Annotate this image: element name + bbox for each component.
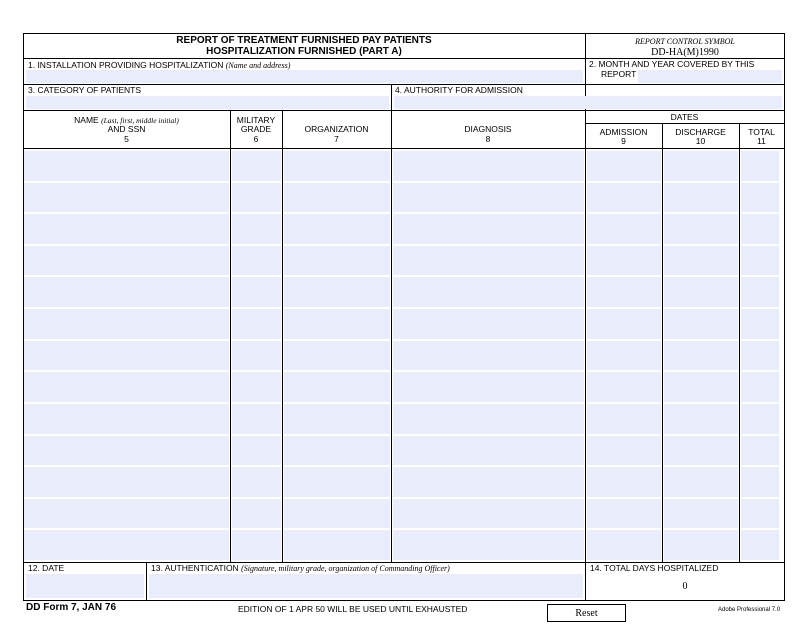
report-control-symbol: DD-HA(M)1990	[651, 47, 719, 58]
software-note: Adobe Professional 7.0	[718, 607, 781, 613]
discharge-date-cell-input[interactable]	[664, 341, 738, 371]
total-days-cell-input[interactable]	[741, 246, 779, 276]
admission-date-cell-input[interactable]	[587, 467, 661, 497]
military-grade-cell-input[interactable]	[232, 183, 281, 213]
discharge-date-cell-input[interactable]	[664, 404, 738, 434]
organization-cell-input[interactable]	[284, 372, 390, 402]
total-days-cell-input[interactable]	[741, 277, 779, 307]
col-total-number: 11	[757, 136, 766, 146]
admission-date-cell-input[interactable]	[587, 277, 661, 307]
organization-cell-input[interactable]	[284, 246, 390, 276]
total-days-cell-input[interactable]	[741, 341, 779, 371]
military-grade-cell-input[interactable]	[232, 436, 281, 466]
military-grade-cell-input[interactable]	[232, 214, 281, 244]
col-grade-number: 6	[253, 134, 259, 144]
col-admission-header: ADMISSION	[599, 127, 648, 137]
discharge-date-cell-input[interactable]	[664, 214, 738, 244]
diagnosis-cell-input[interactable]	[393, 183, 584, 213]
military-grade-cell-input[interactable]	[232, 404, 281, 434]
organization-cell-input[interactable]	[284, 309, 390, 339]
military-grade-cell-input[interactable]	[232, 309, 281, 339]
organization-cell-input[interactable]	[284, 183, 390, 213]
col-total-header: TOTAL	[748, 127, 775, 137]
date-auth-divider	[146, 562, 147, 601]
month-year-label-2: REPORT	[601, 69, 637, 79]
name-ssn-cell-input[interactable]	[24, 467, 229, 497]
admission-date-cell-input[interactable]	[587, 404, 661, 434]
admission-date-cell-input[interactable]	[587, 372, 661, 402]
total-days-cell-input[interactable]	[741, 372, 779, 402]
col-grade-header-1: MILITARY	[236, 115, 276, 125]
total-days-value: 0	[682, 581, 688, 592]
military-grade-cell-input[interactable]	[232, 467, 281, 497]
date-label: 12. DATE	[28, 563, 65, 573]
col-diagnosis-header: DIAGNOSIS	[464, 124, 512, 134]
discharge-date-cell-input[interactable]	[664, 530, 738, 560]
col-diagnosis-number: 8	[485, 134, 491, 144]
total-days-cell-input[interactable]	[741, 404, 779, 434]
admission-date-cell-input[interactable]	[587, 436, 661, 466]
date-input[interactable]	[26, 574, 144, 598]
col-name-header-2: AND SSN	[107, 124, 146, 134]
form-bottom-border	[23, 600, 785, 601]
form-title-line1: REPORT OF TREATMENT FURNISHED PAY PATIENTS	[176, 35, 432, 46]
col-org-header: ORGANIZATION	[304, 124, 369, 134]
military-grade-cell-input[interactable]	[232, 372, 281, 402]
form-right-border	[784, 33, 785, 601]
month-year-label-1: 2. MONTH AND YEAR COVERED BY THIS	[589, 59, 755, 69]
col-name-number: 5	[124, 134, 129, 144]
form-identifier: DD Form 7, JAN 76	[26, 602, 117, 613]
name-ssn-cell-input[interactable]	[24, 277, 229, 307]
admission-date-cell-input[interactable]	[587, 183, 661, 213]
organization-cell-input[interactable]	[284, 151, 390, 181]
discharge-date-cell-input[interactable]	[664, 183, 738, 213]
diagnosis-cell-input[interactable]	[393, 246, 584, 276]
name-ssn-cell-input[interactable]	[24, 341, 229, 371]
name-ssn-cell-input[interactable]	[24, 372, 229, 402]
col-name-header: NAME (Last, first, middle initial)	[74, 115, 179, 125]
divider-grade-org	[282, 110, 283, 563]
diagnosis-cell-input[interactable]	[393, 530, 584, 560]
category-authority-divider	[391, 84, 392, 110]
military-grade-cell-input[interactable]	[232, 341, 281, 371]
edition-note: EDITION OF 1 APR 50 WILL BE USED UNTIL EXHAUSTED	[238, 604, 468, 614]
organization-cell-input[interactable]	[284, 436, 390, 466]
name-ssn-cell-input[interactable]	[24, 246, 229, 276]
admission-date-cell-input[interactable]	[587, 530, 661, 560]
diagnosis-cell-input[interactable]	[393, 404, 584, 434]
report-control-label: REPORT CONTROL SYMBOL	[635, 37, 735, 46]
dates-subheader-line	[585, 123, 784, 124]
organization-cell-input[interactable]	[284, 341, 390, 371]
admission-date-cell-input[interactable]	[587, 214, 661, 244]
organization-cell-input[interactable]	[284, 467, 390, 497]
col-org-number: 7	[334, 134, 339, 144]
discharge-date-cell-input[interactable]	[664, 436, 738, 466]
military-grade-cell-input[interactable]	[232, 499, 281, 529]
col-admission-number: 9	[621, 136, 626, 146]
installation-label: 1. INSTALLATION PROVIDING HOSPITALIZATION (Name and address)	[28, 60, 291, 70]
total-days-cell-input[interactable]	[741, 467, 779, 497]
diagnosis-cell-input[interactable]	[393, 309, 584, 339]
col-grade-header-2: GRADE	[240, 124, 272, 134]
col-dates-header: DATES	[670, 112, 699, 122]
discharge-date-cell-input[interactable]	[664, 246, 738, 276]
installation-input[interactable]	[26, 70, 583, 83]
total-days-cell-input[interactable]	[741, 436, 779, 466]
name-ssn-cell-input[interactable]	[24, 436, 229, 466]
diagnosis-cell-input[interactable]	[393, 436, 584, 466]
name-ssn-cell-input[interactable]	[24, 183, 229, 213]
military-grade-cell-input[interactable]	[232, 277, 281, 307]
diagnosis-cell-input[interactable]	[393, 151, 584, 181]
divider-discharge-total	[739, 123, 740, 563]
authentication-input[interactable]	[149, 574, 583, 598]
name-ssn-cell-input[interactable]	[24, 499, 229, 529]
organization-cell-input[interactable]	[284, 214, 390, 244]
admission-date-cell-input[interactable]	[587, 341, 661, 371]
authentication-label: 13. AUTHENTICATION (Signature, military grade, organization of Commanding Officer)	[151, 563, 450, 573]
diagnosis-cell-input[interactable]	[393, 499, 584, 529]
total-days-cell-input[interactable]	[741, 309, 779, 339]
admission-date-cell-input[interactable]	[587, 499, 661, 529]
divider-name-grade	[230, 110, 231, 563]
authority-label: 4. AUTHORITY FOR ADMISSION	[395, 85, 523, 95]
name-ssn-cell-input[interactable]	[24, 214, 229, 244]
table-header-bottom-line	[23, 148, 785, 149]
name-ssn-cell-input[interactable]	[24, 151, 229, 181]
name-ssn-cell-input[interactable]	[24, 530, 229, 560]
diagnosis-cell-input[interactable]	[393, 214, 584, 244]
discharge-date-cell-input[interactable]	[664, 277, 738, 307]
discharge-date-cell-input[interactable]	[664, 499, 738, 529]
total-days-cell-input[interactable]	[741, 499, 779, 529]
military-grade-cell-input[interactable]	[232, 246, 281, 276]
total-days-cell-input[interactable]	[741, 530, 779, 560]
col-discharge-header: DISCHARGE	[675, 127, 726, 137]
divider-org-diagnosis	[391, 110, 392, 563]
total-days-cell-input[interactable]	[741, 214, 779, 244]
discharge-date-cell-input[interactable]	[664, 467, 738, 497]
name-ssn-cell-input[interactable]	[24, 309, 229, 339]
diagnosis-cell-input[interactable]	[393, 372, 584, 402]
diagnosis-cell-input[interactable]	[393, 277, 584, 307]
category-label: 3. CATEGORY OF PATIENTS	[28, 85, 142, 95]
col-discharge-number: 10	[695, 136, 706, 146]
diagnosis-cell-input[interactable]	[393, 467, 584, 497]
table-top-line	[23, 110, 785, 111]
total-days-cell-input[interactable]	[741, 183, 779, 213]
organization-cell-input[interactable]	[284, 499, 390, 529]
month-year-input[interactable]	[638, 70, 782, 83]
diagnosis-cell-input[interactable]	[393, 341, 584, 371]
discharge-date-cell-input[interactable]	[664, 372, 738, 402]
organization-cell-input[interactable]	[284, 530, 390, 560]
military-grade-cell-input[interactable]	[232, 530, 281, 560]
form-top-border	[23, 33, 785, 34]
reset-button[interactable]: Reset	[547, 604, 626, 622]
admission-date-cell-input[interactable]	[587, 309, 661, 339]
total-days-cell-input[interactable]	[741, 151, 779, 181]
total-days-label: 14. TOTAL DAYS HOSPITALIZED	[590, 563, 719, 573]
form-title-line2: HOSPITALIZATION FURNISHED (PART A)	[206, 46, 402, 57]
organization-cell-input[interactable]	[284, 277, 390, 307]
category-input[interactable]	[26, 96, 389, 109]
name-ssn-cell-input[interactable]	[24, 404, 229, 434]
authority-input[interactable]	[394, 96, 782, 109]
military-grade-cell-input[interactable]	[232, 151, 281, 181]
organization-cell-input[interactable]	[284, 404, 390, 434]
divider-admission-discharge	[662, 123, 663, 563]
discharge-date-cell-input[interactable]	[664, 151, 738, 181]
discharge-date-cell-input[interactable]	[664, 309, 738, 339]
admission-date-cell-input[interactable]	[587, 246, 661, 276]
admission-date-cell-input[interactable]	[587, 151, 661, 181]
